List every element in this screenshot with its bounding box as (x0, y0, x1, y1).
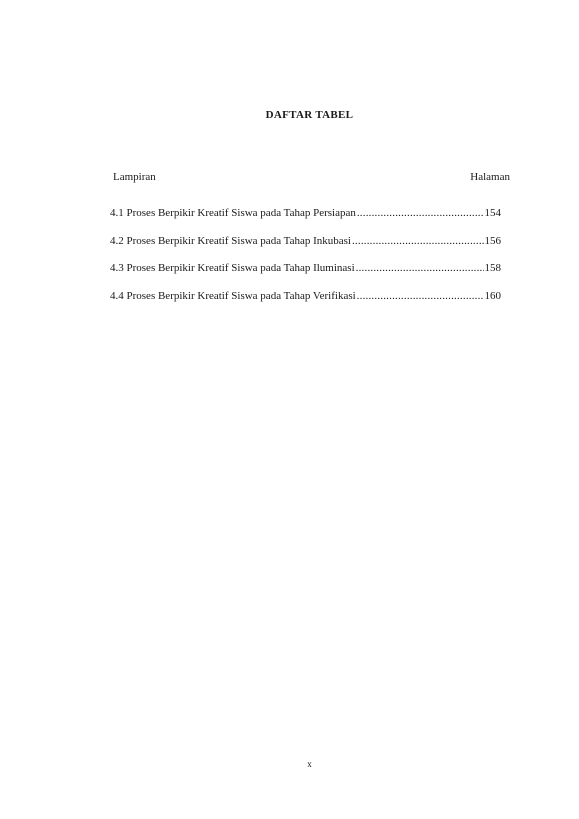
entry-page-number: 156 (484, 234, 501, 247)
entry-label: 4.1 Proses Berpikir Kreatif Siswa pada Tahap Persiapan (110, 207, 356, 219)
table-of-tables-list (110, 207, 501, 317)
entry-page-number: 160 (484, 289, 501, 302)
entry-label: 4.4 Proses Berpikir Kreatif Siswa pada Tahap Verifikasi (110, 289, 356, 302)
entry-page-number: 158 (484, 262, 501, 274)
dot-leader (357, 290, 484, 302)
page-number-footer: x (307, 759, 312, 769)
list-item[interactable] (110, 290, 501, 318)
dot-leader (356, 262, 484, 274)
dot-leader (352, 235, 484, 247)
list-item[interactable] (110, 235, 501, 263)
entry-page-number: 154 (484, 207, 501, 219)
entry-label: 4.3 Proses Berpikir Kreatif Siswa pada Tahap Iluminasi (110, 262, 355, 274)
column-header-row (113, 171, 510, 183)
dot-leader (357, 207, 484, 219)
page-title: DAFTAR TABEL (265, 109, 354, 121)
list-item[interactable] (110, 262, 501, 290)
column-header-halaman: Halaman (470, 171, 510, 183)
entry-label: 4.2 Proses Berpikir Kreatif Siswa pada Tahap Inkubasi (110, 234, 351, 247)
column-header-lampiran: Lampiran (113, 171, 156, 183)
list-item[interactable] (110, 207, 501, 235)
